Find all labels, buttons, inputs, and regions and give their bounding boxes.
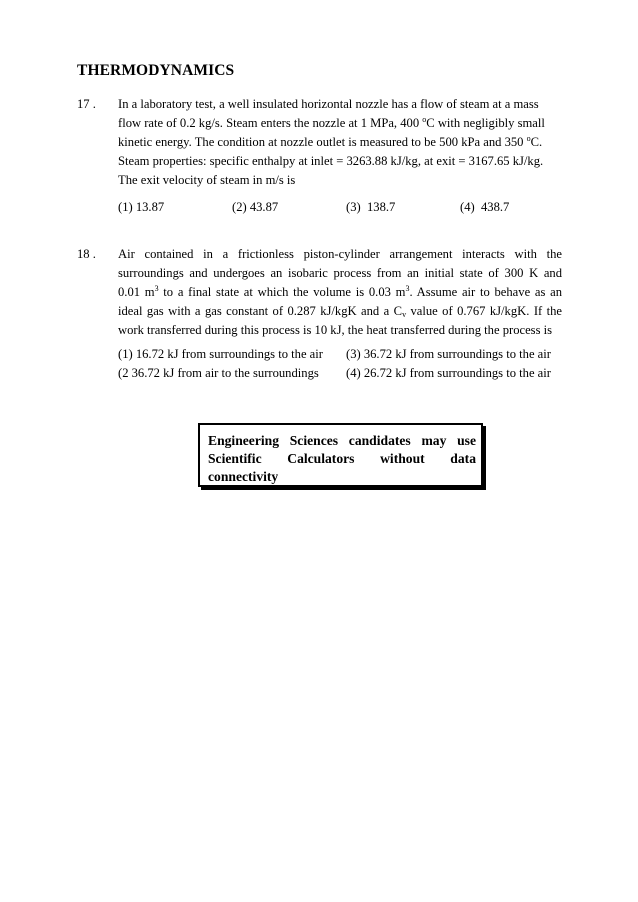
q17-option-1: (1) 13.87 bbox=[118, 200, 165, 214]
question-17-text bbox=[118, 95, 562, 190]
question-17-line: Steam properties: specific enthalpy at inlet = 3263.88 kJ/kg, at exit = 3167.65 kJ/kg. bbox=[118, 154, 544, 168]
question-17-line: flow rate of 0.2 kg/s. Steam enters the nozzle at 1 MPa, 400 $^o$C with negligibly small bbox=[118, 115, 545, 130]
q18-option-2: (2 36.72 kJ from air to the surroundings bbox=[118, 366, 319, 380]
q17-option-3: (3) 138.7 bbox=[346, 200, 396, 214]
question-18-text bbox=[118, 245, 562, 340]
section-title: THERMODYNAMICS bbox=[77, 62, 235, 79]
question-17-number: 17 . bbox=[77, 97, 96, 111]
q18-option-4: (4) 26.72 kJ from surroundings to the air bbox=[346, 366, 551, 380]
question-18-line: 0.01 $m^3$ to a final state at which the volume is 0.03 $m^3$. Assume air to behave as an bbox=[118, 284, 563, 299]
question-17-line: In a laboratory test, a well insulated horizontal nozzle has a flow of steam at a mass bbox=[118, 97, 539, 111]
q17-option-4: (4) 438.7 bbox=[460, 200, 510, 214]
calculator-notice-box bbox=[198, 423, 483, 487]
question-18-line: work transferred during this process is 10 kJ, the heat transferred during the process is bbox=[118, 323, 553, 337]
question-18-line: surroundings and undergoes an isobaric process from an initial state of 300 K and bbox=[118, 266, 562, 280]
q18-option-3: (3) 36.72 kJ from surroundings to the air bbox=[346, 347, 551, 361]
question-17-line: kinetic energy. The condition at nozzle outlet is measured to be 500 kPa and 350 $^o$C. bbox=[118, 134, 543, 149]
calculator-notice-text: Engineering Sciences candidates may use Scientific Calculators without data connectivity bbox=[208, 433, 476, 484]
q17-option-2: (2) 43.87 bbox=[232, 200, 279, 214]
question-18-number: 18 . bbox=[77, 247, 96, 261]
question-17-line: The exit velocity of steam in m/s is bbox=[118, 173, 296, 187]
question-18-line: ideal gas with a gas constant of 0.287 kJ/kgK and a $C_v$ value of 0.767 kJ/kgK. If the bbox=[118, 304, 563, 319]
q18-option-1: (1) 16.72 kJ from surroundings to the air bbox=[118, 347, 323, 361]
question-18-line: Air contained in a frictionless piston-cylinder arrangement interacts with the bbox=[118, 247, 562, 261]
